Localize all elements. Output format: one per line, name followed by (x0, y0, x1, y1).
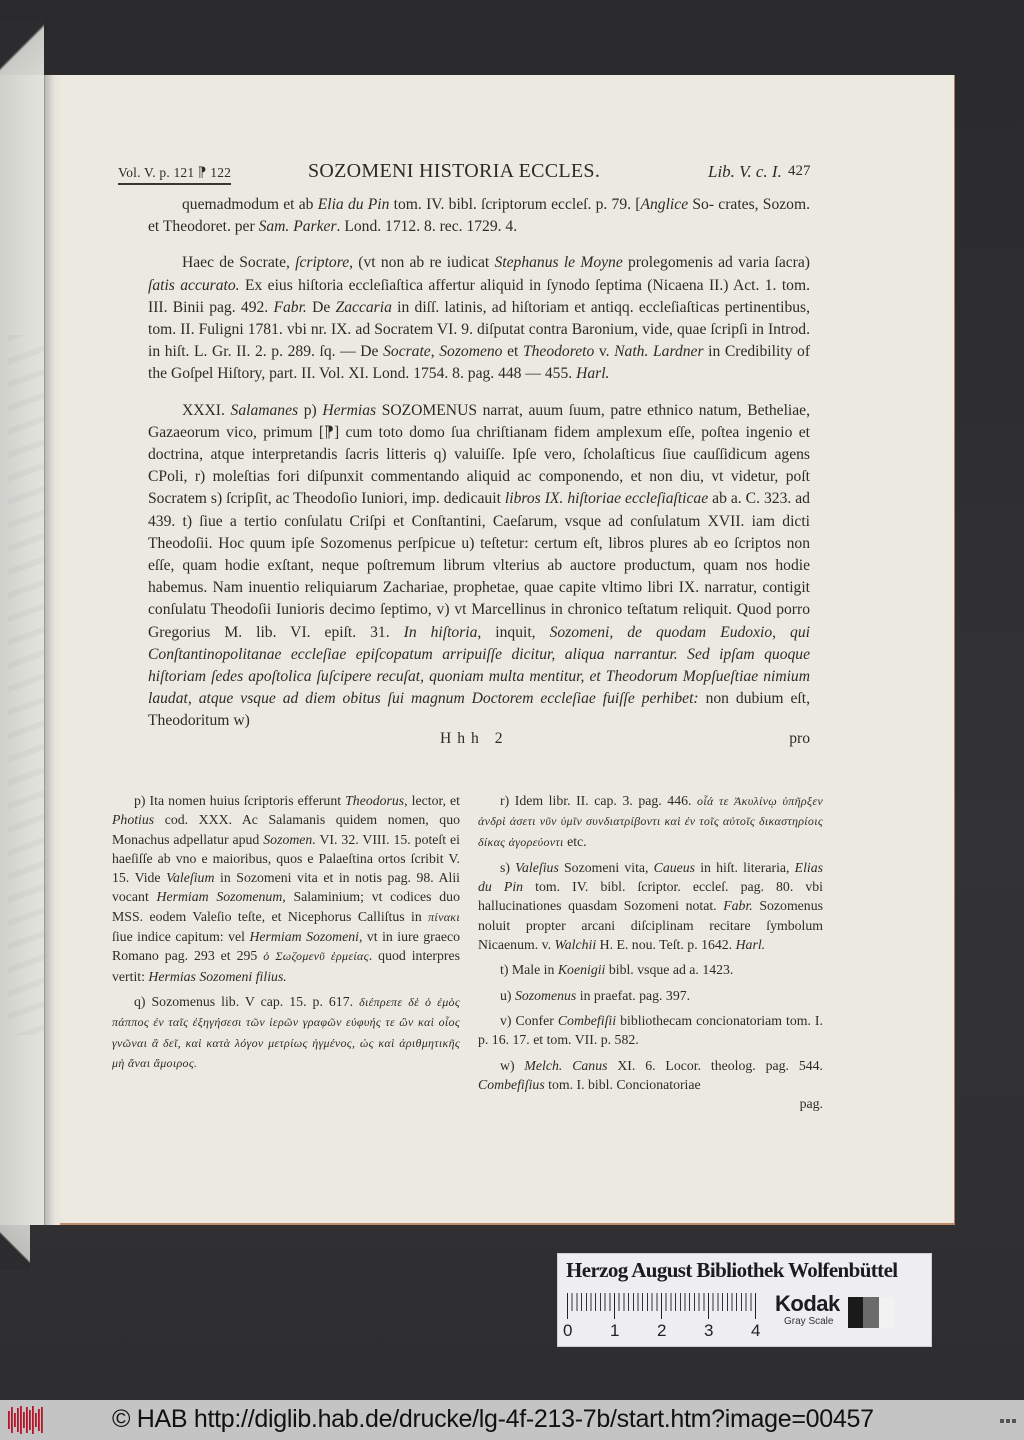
italic-text: ſcriptore (295, 254, 350, 272)
text-run: bibliothecam concionatoriam tom. I. p. 16. 17. et tom. VII. p. 582. (478, 1012, 823, 1048)
swatch-white (879, 1297, 894, 1328)
italic-text: Socrate (383, 343, 431, 361)
text-run: in Sozomeni vita et in notis pag. 98. Alii vocant (112, 870, 461, 905)
italic-text: Valeſium (166, 870, 215, 886)
italic-text: Koenigii (557, 962, 606, 978)
text-run: v. (594, 343, 615, 361)
paragraph-gap (148, 238, 810, 252)
ruler-number: 3 (704, 1321, 714, 1340)
gray-scale-caption: Gray Scale (784, 1316, 834, 1327)
text-run: tom. I. bibl. Concionatoriae (544, 1076, 701, 1092)
text-run: s) (500, 859, 516, 875)
greek-text: ὁ Σωζομενῦ ἑρμείας (263, 949, 369, 964)
text-run: q) Sozomenus lib. V cap. 15. p. 617. (134, 993, 360, 1009)
text-run: XXXI. (182, 401, 231, 419)
left-facing-page-edge (0, 75, 44, 1225)
italic-text: Caueus (653, 859, 696, 875)
text-run: , inquit, (477, 623, 550, 641)
paragraph-gap (148, 386, 810, 400)
italic-text: Melch. Canus (524, 1057, 608, 1073)
italic-text: Elias du Pin (478, 859, 824, 895)
italic-text: Stephanus le Moyne (494, 254, 623, 272)
italic-text: Salamanes (230, 401, 299, 419)
text-run: . quod interpres vertit: (112, 948, 460, 984)
text-run: , (vt non ab re iudicat (349, 254, 495, 272)
italic-text: Sozomeno (439, 343, 503, 361)
italic-text: In hiſtoria (403, 623, 478, 641)
italic-text: Nath. Lardner (614, 343, 704, 361)
text-run: et (502, 343, 523, 361)
italic-text: Sozomenus (514, 987, 577, 1003)
text-run: quemadmodum et ab (182, 196, 318, 213)
footnote-r (478, 791, 823, 852)
italic-text: Zaccaria (335, 298, 392, 316)
text-run: in hiſt. literaria, (695, 859, 795, 875)
footnote-u (478, 986, 823, 1005)
ruler-major-tick (755, 1293, 756, 1319)
italic-text: Theodorus (345, 793, 405, 808)
text-run: Sozomeni vita, (558, 859, 654, 875)
copyright-url-link[interactable]: © HAB http://diglib.hab.de/drucke/lg-4f-213-7b/start.htm?image=00457 (112, 1405, 874, 1433)
paragraph-continuation (148, 194, 810, 238)
italic-text: Hermias Sozomeni filius. (148, 968, 287, 984)
catchword: pro (789, 730, 810, 747)
paragraph-socrates (148, 252, 810, 385)
page-number: 427 (788, 163, 811, 179)
footer-bar (0, 1400, 1024, 1440)
text-run: SOZOMENUS narrat, auum ſuum, patre ethnico natum, Betheliae, Gazaeorum vico, primum [⁋] cum toto domo ſua chriſtianam fidem amplexum eſſe, poſtea ingenio et doctrina, atque interpretandis ſacris litteris q) valuiſſe. Ipſe vero, ſcholaſticus ſiue cauſſidicum agens CPoli, r) moleſtias fori diſpunxit commentando aliquid ac componendo, et non diu, vt videtur, poſt Socratem s) ſcripſit, ac Theodoſio Iuniori, imp. dedicauit (148, 401, 810, 508)
text-run: ſiue indice capitum: vel (112, 929, 250, 945)
greek-text: διέπρεπε δὲ ὁ ἐμὸς πάππος ἐν ταῖς ἐξηγήσεσι τῶν ἱερῶν γραφῶν εὐφυής τε ὢν καὶ οἷος γνῶναι ἃ δεῖ, καὶ κατὰ λόγον μετρίως ἡγμένος, ὡς καὶ ἀριθμητικῆς μὴ ἄναι ἄμοιρος. (112, 994, 460, 1070)
show-through-text (8, 335, 48, 1035)
ruler-minor-ticks (567, 1293, 757, 1319)
text-run: , Salaminium; vt codices duo MSS. eodem Valeſio teſte, et Nicephorus Calliſtus in (112, 889, 460, 924)
footnote-w (478, 1056, 823, 1095)
text-run: u) (500, 987, 515, 1003)
book-gutter (44, 75, 61, 1225)
italic-text: Sozomeni, de quodam Eudoxio, qui Conſtantinopolitanae eccleſiae epiſcopatum arripuiſſe dicitur, aliqua narrantur. Sed ipſam quoque hiſtoriam ſedes apoſtolica ſuſcipere recuſat, quoniam multa mentitur, et Theodorum Mopſueſtiae nimium laudat, atque vsque ad diem obitus ſui magnum Doctorem eccleſiae fuiſſe perhibet: (148, 623, 810, 708)
gray-scale-swatches (848, 1297, 894, 1328)
footnotes-right-column (478, 791, 823, 1113)
text-run: H. E. nou. Teſt. p. 1642. (596, 937, 736, 953)
text-run: ab a. C. 323. ad 439. t) ſiue a tertio conſulatu Criſpi et Conſtantini, Caeſarum, vsque ad conſulatum XVII. iam dicti Theodoſii. Hoc quum ipſe Sozomenus perſpicue u) teſtetur: certum eſt, libros plures ab eo ſcriptos non eſſe, quam hodie exſtant, neque poſtremum librum vlterius ab auctore productum, quam nos hodie habemus. Nam inuentio reliquiarum Zachariae, prophetae, quae capite vltimo libri IX. narratur, contigit conſulatu Theodoſii Iunioris decimo ſeptimo, v) vt Marcellinus in chronico teſtatum reliquit. Quod porro Gregorius M. lib. VI. epiſt. 31. (148, 490, 810, 641)
italic-text: Elia du Pin (317, 196, 390, 213)
italic-text: Sam. Parker (258, 218, 337, 236)
italic-text: Fabr. (273, 298, 307, 316)
italic-text: Hermiam Sozomenum (156, 889, 283, 905)
text-run: w) (500, 1057, 525, 1073)
text-run: tom. IV. bibl. ſcriptorum eccleſ. p. 79. [ (389, 196, 641, 213)
ruler-major-tick (567, 1293, 568, 1319)
running-head-volume-ref: Vol. V. p. 121 ⁋ 122 (118, 165, 231, 185)
text-run: So- (688, 196, 715, 213)
library-name: Herzog August Bibliothek Wolfenbüttel (566, 1258, 898, 1282)
text-run: v) Confer (500, 1012, 558, 1028)
footnote-p (112, 791, 460, 986)
text-run: Ex eius hiſtoria eccleſiaſtica affertur aliquid in ſynodo ſeptima (Nicaena II.) Act. 1. tom. III. Binii pag. 492. (148, 276, 810, 316)
paragraph-xxxi-sozomenus (148, 400, 810, 733)
paragraph-0-line-1 (182, 196, 714, 213)
left-page-bottom-corner (0, 1225, 30, 1270)
italic-text: ſatis accurato. (148, 276, 240, 294)
italic-text: Anglice (640, 196, 689, 213)
library-scan-label (557, 1253, 932, 1347)
text-run: prolegomenis ad varia ſacra) (622, 254, 810, 272)
italic-text: Harl. (576, 365, 610, 383)
ruler-number: 4 (751, 1321, 761, 1340)
running-head (118, 160, 888, 184)
text-run: p) (298, 401, 323, 419)
measurement-ruler (563, 1293, 761, 1340)
italic-text: Valeſius (515, 859, 559, 875)
left-page-corner (0, 20, 44, 75)
text-run: , lector, et (404, 793, 460, 808)
footnote-s (478, 858, 823, 954)
italic-text: Sozomen. (263, 831, 316, 847)
italic-text: Combefiſii (557, 1012, 617, 1028)
text-run: non dubium eſt, Theodoritum w) (148, 690, 810, 730)
italic-text: libros IX. hiſtoriae eccleſiaſticae (504, 490, 709, 508)
greek-text: οἷά τε Ἀκυλίνῳ ὑπῆρξεν ἀνδρὶ ἀσετι νῦν ὑμῖν συνδιατρίβοντι καὶ ἐν τοῖς αὐτοῖς δικαστηρίοις δίκας ἀγορεύοντι (478, 794, 823, 849)
footnote-catchword: pag. (799, 1096, 823, 1112)
swatch-gray (863, 1297, 878, 1328)
text-run: VI. 32. VIII. 15. poteſt ei haeſiſſe ab vno e maioribus, quos e Palaeſtina ortos ſcribit V. 15. Vide (112, 831, 460, 886)
running-head-book-chapter: Lib. V. c. I. (708, 162, 782, 181)
text-run: Sozomenus noluit propter arcani diſciplinam recitare ſymbolum Nicaenum. v. (478, 898, 823, 953)
text-run: cod. XXX. Ac Salamanis quidem nomen, quo Monachus adpellatur apud (112, 812, 460, 847)
hab-logo-icon[interactable] (6, 1405, 46, 1435)
footnote-q (112, 992, 460, 1073)
ruler-major-tick (661, 1293, 662, 1319)
footer-menu-dots-icon[interactable] (1000, 1419, 1016, 1423)
text-run: Haec de Socrate, (182, 254, 296, 272)
swatch-black (848, 1297, 863, 1328)
text-run: , (430, 343, 440, 361)
italic-text: Hermias (322, 401, 377, 419)
text-run: XI. 6. Locor. theolog. pag. 544. (607, 1057, 823, 1073)
italic-text: Fabr. (723, 898, 753, 914)
footnote-t (478, 960, 823, 979)
ruler-major-tick (614, 1293, 615, 1319)
italic-text: Hermiam Sozomeni (249, 929, 359, 945)
text-run: t) Male in (500, 962, 558, 978)
main-text (148, 194, 810, 733)
text-run: crates, Sozom. et Theodoret. per (148, 196, 810, 236)
footnote-v (478, 1011, 823, 1050)
book-page (60, 75, 955, 1225)
greek-text: πίνακι (428, 909, 460, 924)
text-run: r) Idem libr. II. cap. 3. pag. 446. (500, 793, 698, 808)
text-run: , vt in iure graeco Romano pag. 293 et 295 (112, 929, 461, 964)
kodak-logo-text: Kodak (775, 1291, 840, 1316)
text-run: in Credibility of the Goſpel Hiſtory, part. II. Vol. XI. Lond. 1754. 8. pag. 448 — 455. (148, 343, 811, 383)
italic-text: Combefiſius (478, 1076, 545, 1092)
text-run: . Lond. 1712. 8. rec. 1729. 4. (336, 218, 518, 236)
running-head-title: SOZOMENI HISTORIA ECCLES. (308, 160, 601, 182)
text-run: bibl. vsque ad a. 1423. (605, 962, 734, 978)
italic-text: Photius (112, 812, 155, 828)
text-run: etc. (563, 833, 587, 849)
ruler-major-tick (708, 1293, 709, 1319)
text-run: De (306, 298, 336, 316)
ruler-number: 0 (563, 1321, 573, 1340)
italic-text: Theodoreto (522, 343, 595, 361)
footnotes-left-column (112, 791, 460, 1079)
text-run: tom. IV. bibl. ſcriptor. eccleſ. pag. 80. vbi hallucinationes quasdam Sozomeni notat. (478, 879, 824, 914)
italic-text: Walchii (554, 937, 597, 953)
text-run: in diſſ. latinis, ad hiſtoriam et antiqq. eccleſiaſticas pertinentibus, tom. II. Fuligni 1781. vbi nr. IX. ad Socratem VI. 9. diſputat contra Baronium, vide, quae ſcripſi in Introd. in hiſt. L. Gr. II. 2. p. 289. ſq. — De (148, 298, 811, 361)
signature-mark: Hhh 2 (440, 730, 509, 747)
text-run: in praefat. pag. 397. (576, 987, 691, 1003)
text-run: p) Ita nomen huius ſcriptoris efferunt (134, 793, 346, 808)
italic-text: Harl. (735, 937, 766, 953)
ruler-number: 1 (610, 1321, 620, 1340)
ruler-number: 2 (657, 1321, 667, 1340)
